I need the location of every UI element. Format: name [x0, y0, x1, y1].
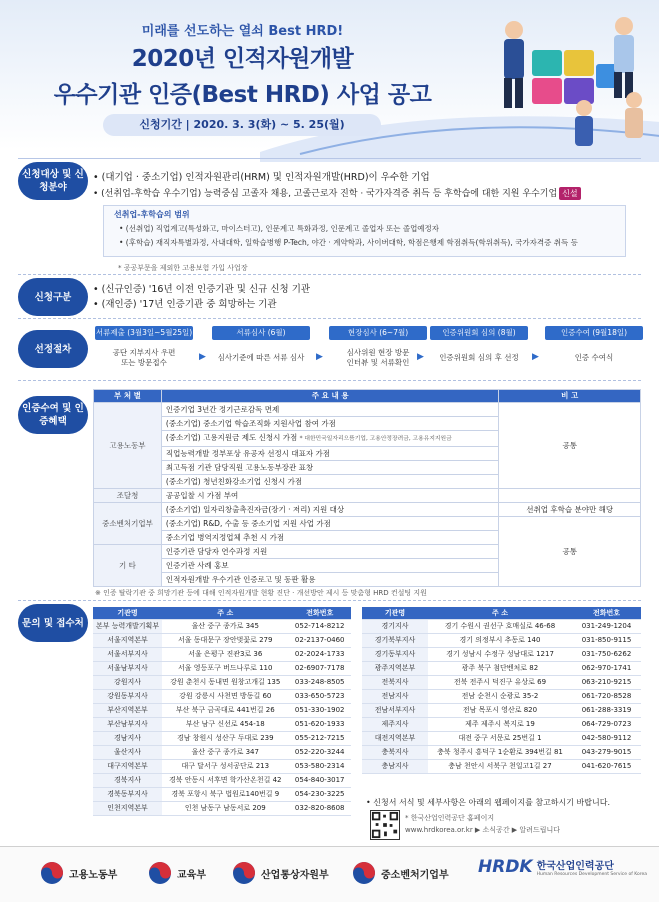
benefit-row: 인적자원개발 우수기관 인증로고 및 동판 활용 — [161, 573, 499, 587]
contact-office: 전남서부지사 — [362, 704, 428, 718]
contact-office: 부산지역본부 — [93, 704, 162, 718]
contact-office: 제주지사 — [362, 718, 428, 732]
contact-office: 본부 능력개발기획부 — [93, 620, 162, 634]
contact-row — [93, 774, 351, 788]
contact-row — [362, 690, 641, 704]
contact-row — [93, 690, 351, 704]
contact-row — [93, 788, 351, 802]
contact-address: 서울 은평구 진관3로 36 — [162, 648, 288, 662]
benefit-row: 공공입찰 시 가점 부여 — [161, 489, 499, 503]
contact-office: 전북지사 — [362, 676, 428, 690]
contact-row — [93, 760, 351, 774]
taegeuk-emblem-icon — [148, 861, 172, 885]
learning-scope-line2: • (후학습) 재직자특별과정, 사내대학, 일학습병행 P-Tech, 야간 · 계약학과, 사이버대학, 학점은행제 학점취득(학위취득), 국가자격증 취득 등 — [119, 238, 578, 247]
footer-org-logo: 고용노동부 — [40, 861, 117, 885]
section-procedure-label: 선정절차 — [18, 330, 88, 368]
footer-org-logo: 산업통상자원부 — [232, 861, 329, 885]
remark-cell: 공통 — [499, 517, 641, 587]
contact-row — [93, 732, 351, 746]
contact-row — [93, 676, 351, 690]
benefit-row: (중소기업) 청년친화강소기업 신청시 가점 — [161, 475, 499, 489]
contacts-table-left: 기관명 주 소 전화번호 본부 능력개발기획부 울산 중구 종가로 345 052-714-8212 서울지역본부 서울 동대문구 장안벚꽃로 279 02-2137-0460 서울서부지사 서울 은평구 진관3로 36 02-2024-1733 서울남부지사 서울 영등포구 버드나루로 110 02-6907-7178 강원지사 강원 춘천시 동내면 원창고개길 135 033-248-8505 강원동부지사 강원 강릉시 사천면 방동길 60 033-650-5723 부산지역본부 부산 북구 금곡대로 441번길 26 051-330-1902 부산남부지사 부산 남구 신선로 454-18 051-620-1933 경남지사 경남 창원시 성산구 두대로 239 055-212-7215 울산지사 울산 중구 종가로 347 052-220-3244 대구지역본부 대구 달서구 성서공단로 213 053-580-2314 경북지사 경북 안동시 서후면 학가산온천길 42 054-840-3017 경북동부지사 경북 포항시 북구 법원로140번길 9 054-230-3225 인천지역본부 인천 남동구 남동서로 209 032-820-8608 — [93, 607, 351, 816]
ministry-cell: 기 타 — [94, 545, 162, 587]
contact-office: 전남지사 — [362, 690, 428, 704]
contact-address: 강원 강릉시 사천면 방동길 60 — [162, 690, 288, 704]
contact-phone: 043-279-9015 — [572, 746, 641, 760]
contact-phone: 031-850-9115 — [572, 634, 641, 648]
contact-row — [362, 704, 641, 718]
contact-address: 울산 중구 종가로 347 — [162, 746, 288, 760]
page-title-line2: 우수기관 인증(Best HRD) 사업 공고 — [53, 82, 432, 108]
contacts-note3[interactable]: www.hrdkorea.or.kr ▶ 소식공간 ▶ 알려드립니다 — [405, 826, 560, 834]
contact-address: 경남 창원시 성산구 두대로 239 — [162, 732, 288, 746]
ministry-cell: 조달청 — [94, 489, 162, 503]
contact-row — [362, 718, 641, 732]
contact-address: 전북 전주시 덕진구 유상로 69 — [428, 676, 572, 690]
contact-row — [93, 662, 351, 676]
remark-cell: 공통 — [499, 403, 641, 489]
contact-office: 인천지역본부 — [93, 802, 162, 816]
taegeuk-emblem-icon — [352, 861, 376, 885]
ministry-cell: 고용노동부 — [94, 403, 162, 489]
contact-phone: 031-750-6262 — [572, 648, 641, 662]
target-line2: • (선취업-후학습 우수기업) 능력중심 고졸자 채용, 고졸근로자 진학 · 국가자격증 취득 등 후학습에 대한 지원 우수기업 신설 — [93, 186, 581, 200]
benefit-footnote: ※ 인증 탈락기관 중 희망기관 등에 대해 인적자원개발 현황 진단 · 개선방안 제시 등 맞춤형 HRD 컨설팅 지원 — [95, 589, 427, 597]
contact-row — [93, 620, 351, 634]
contact-phone: 064-729-0723 — [572, 718, 641, 732]
section-divider — [18, 600, 641, 601]
footer-org-logo: 교육부 — [148, 861, 206, 885]
contact-address: 경북 포항시 북구 법원로140번길 9 — [162, 788, 288, 802]
contact-office: 경남지사 — [93, 732, 162, 746]
taegeuk-emblem-icon — [40, 861, 64, 885]
contact-office: 대구지역본부 — [93, 760, 162, 774]
contact-phone: 053-580-2314 — [288, 760, 351, 774]
ministry-cell: 중소벤처기업부 — [94, 503, 162, 545]
procedure-step: 서류심사 (6월) 심사기준에 따른 서류 심사 — [212, 326, 310, 374]
contact-phone: 033-248-8505 — [288, 676, 351, 690]
contact-office: 서울서부지사 — [93, 648, 162, 662]
contact-row — [362, 648, 641, 662]
benefit-row: 인증기업 3년간 정기근로감독 면제 — [161, 403, 499, 417]
contact-office: 경기북부지사 — [362, 634, 428, 648]
benefit-row: 인증기관 담당자 연수과정 지원 — [161, 545, 499, 559]
benefit-row: (중소기업) 일자리창출촉진자금(장기 · 저리) 지원 대상 — [161, 503, 499, 517]
arrow-right-icon: ▶ — [316, 352, 323, 362]
arrow-right-icon: ▶ — [417, 352, 424, 362]
procedure-step: 인증위원회 심의 (8월) 인증위원회 심의 후 선정 — [430, 326, 528, 374]
contact-phone: 02-6907-7178 — [288, 662, 351, 676]
target-note: * 공공부문을 제외한 고용보험 가입 사업장 — [118, 264, 248, 272]
contact-address: 서울 동대문구 장안벚꽃로 279 — [162, 634, 288, 648]
contact-row — [362, 662, 641, 676]
contact-address: 인천 남동구 남동서로 209 — [162, 802, 288, 816]
contact-address: 경북 안동시 서후면 학가산온천길 42 — [162, 774, 288, 788]
contact-office: 강원동부지사 — [93, 690, 162, 704]
contact-address: 경기 수원시 권선구 호매실로 46-68 — [428, 620, 572, 634]
target-line1: • (대기업 · 중소기업) 인적자원관리(HRM) 및 인적자원개발(HRD)이 우수한 기업 — [93, 172, 430, 183]
contact-office: 강원지사 — [93, 676, 162, 690]
contact-row — [362, 634, 641, 648]
contact-address: 전남 목포시 영산로 820 — [428, 704, 572, 718]
contact-address: 경기 의정부시 추동로 140 — [428, 634, 572, 648]
contact-office: 부산남부지사 — [93, 718, 162, 732]
contact-office: 경북지사 — [93, 774, 162, 788]
benefit-row: (중소기업) 고용지원금 제도 신청시 가점 * 대한민국일자리으뜸기업, 고용안정장려금, 고용유지지원금 — [161, 431, 499, 447]
section-target-label: 신청대상 및 신청분야 — [18, 162, 88, 200]
section-divider — [18, 380, 641, 381]
benefit-row: (중소기업) R&D, 수출 등 중소기업 지원 사업 가점 — [161, 517, 499, 531]
contacts-note2: * 한국산업인력공단 홈페이지 — [405, 814, 495, 822]
contact-address: 부산 북구 금곡대로 441번길 26 — [162, 704, 288, 718]
contact-office: 경북동부지사 — [93, 788, 162, 802]
contact-office: 울산지사 — [93, 746, 162, 760]
contact-phone: 02-2137-0460 — [288, 634, 351, 648]
contact-phone: 054-840-3017 — [288, 774, 351, 788]
learning-scope-title: 선취업-후학습의 범위 — [114, 210, 190, 219]
contact-office: 서울지역본부 — [93, 634, 162, 648]
qr-code-icon[interactable] — [370, 810, 400, 840]
category-line1: • (신규인증) '16년 이전 인증기관 및 신규 신청 기관 — [93, 284, 311, 295]
puzzle-people-illustration — [484, 8, 652, 156]
contact-row — [362, 746, 641, 760]
contact-phone: 02-2024-1733 — [288, 648, 351, 662]
contact-phone: 051-330-1902 — [288, 704, 351, 718]
section-divider — [18, 318, 641, 319]
contact-row — [362, 620, 641, 634]
contact-address: 강원 춘천시 동내면 원창고개길 135 — [162, 676, 288, 690]
contact-office: 서울남부지사 — [93, 662, 162, 676]
benefit-row: 중소기업 병역지정업체 추천 시 가점 — [161, 531, 499, 545]
section-benefit-label: 인증수여 및 인증혜택 — [18, 396, 88, 434]
contact-phone: 032-820-8608 — [288, 802, 351, 816]
contacts-note1: • 신청서 서식 및 세부사항은 아래의 웹페이지를 참고하시기 바랍니다. — [366, 798, 610, 807]
contact-row — [93, 718, 351, 732]
contact-phone: 031-249-1204 — [572, 620, 641, 634]
contact-address: 전남 순천시 순광로 35-2 — [428, 690, 572, 704]
contact-phone: 061-720-8528 — [572, 690, 641, 704]
remark-cell: 선취업 후학습 분야만 해당 — [499, 503, 641, 517]
benefit-row: 직업능력개발 정부포상 유공자 선정시 대표자 가점 — [161, 447, 499, 461]
contact-address: 대구 달서구 성서공단로 213 — [162, 760, 288, 774]
footer — [0, 846, 659, 902]
contact-address: 제주 제주시 복지로 19 — [428, 718, 572, 732]
contact-address: 대전 중구 서문로 25번길 1 — [428, 732, 572, 746]
footer-org-logo: 중소벤처기업부 — [352, 861, 449, 885]
contact-office: 대전지역본부 — [362, 732, 428, 746]
contact-office: 경기동부지사 — [362, 648, 428, 662]
procedure-step: 서류제출 (3월3일~5월25일) 공단 지부지사 우편 또는 방문접수 — [95, 328, 193, 367]
section-category-label: 신청구분 — [18, 278, 88, 316]
contact-phone: 054-230-3225 — [288, 788, 351, 802]
benefit-table: 부 처 별 주 요 내 용 비 고 고용노동부 인증기업 3년간 정기근로감독 면제 공통 (중소기업) 중소기업 학습조직화 지원사업 참여 가점 (중소기업) 고용지원금 제도 신청시 가점 * 대한민국일자리으뜸기업, 고용안정장려금, 고용유지지원금 직업능력개발 정부포상 유공자 선정시 대표자 가점 최고득점 기관 담당직원 고용노동부장관 표창 (중소기업) 청년친화강소기업 신청시 가점 조달청 공공입찰 시 가점 부여 중소벤처기업부 (중소기업) 일자리창출촉진자금(장기 · 저리) 지원 대상 선취업 후학습 분야만 해당 (중소기업) R&D, 수출 등 중소기업 지원 사업 가점 공통 중소기업 병역지정업체 추천 시 가점 기 타 인증기관 담당자 연수과정 지원 인증기관 사례 홍보 인적자원개발 우수기관 인증로고 및 동판 활용 — [93, 389, 641, 587]
benefit-row: 최고득점 기관 담당직원 고용노동부장관 표창 — [161, 461, 499, 475]
contact-row — [93, 704, 351, 718]
contact-phone: 052-220-3244 — [288, 746, 351, 760]
application-period: 신청기간 | 2020. 3. 3(화) ~ 5. 25(월) — [103, 114, 381, 136]
contact-phone: 055-212-7215 — [288, 732, 351, 746]
hrdk-logo-icon: HRDK 한국산업인력공단 Human Resources Development Service of Korea — [478, 857, 647, 877]
contact-row — [362, 760, 641, 774]
contact-address: 경기 성남시 수정구 성남대로 1217 — [428, 648, 572, 662]
contact-row — [362, 732, 641, 746]
learning-scope-line1: • (선취업) 직업계고(특성화고, 마이스터고), 인문계고 특화과정, 인문계고 졸업자 또는 졸업예정자 — [119, 224, 440, 233]
contact-address: 충북 청주시 흥덕구 1순환로 394번길 81 — [428, 746, 572, 760]
learning-scope-box — [103, 205, 626, 257]
contact-office: 충북지사 — [362, 746, 428, 760]
contact-row — [93, 648, 351, 662]
section-contacts-label: 문의 및 접수처 — [18, 604, 88, 642]
contact-row — [93, 634, 351, 648]
contact-phone: 063-210-9215 — [572, 676, 641, 690]
benefit-row: (중소기업) 중소기업 학습조직화 지원사업 참여 가점 — [161, 417, 499, 431]
header-kicker: 미래를 선도하는 열쇠 Best HRD! — [141, 24, 344, 39]
category-line2: • (재인증) '17년 인증기관 중 희망하는 기관 — [93, 299, 277, 310]
contact-phone: 051-620-1933 — [288, 718, 351, 732]
contact-office: 충남지사 — [362, 760, 428, 774]
contact-address: 광주 북구 첨단벤처로 82 — [428, 662, 572, 676]
contact-address: 충남 천안시 서북구 천일고1길 27 — [428, 760, 572, 774]
contact-phone: 061-288-3319 — [572, 704, 641, 718]
procedure-step: 현장심사 (6~7월) 심사위원 현장 방문 인터뷰 및 서류확인 — [329, 326, 427, 374]
contact-row — [93, 746, 351, 760]
page-title-line1: 2020년 인적자원개발 — [131, 46, 354, 72]
section-divider — [18, 274, 641, 275]
contact-office: 경기지사 — [362, 620, 428, 634]
contact-phone: 033-650-5723 — [288, 690, 351, 704]
header-divider — [18, 158, 641, 159]
contact-office: 광주지역본부 — [362, 662, 428, 676]
taegeuk-emblem-icon — [232, 861, 256, 885]
contact-address: 울산 중구 종가로 345 — [162, 620, 288, 634]
benefit-row: 인증기관 사례 홍보 — [161, 559, 499, 573]
arrow-right-icon: ▶ — [532, 352, 539, 362]
contacts-table-right: 기관명 주 소 전화번호 경기지사 경기 수원시 권선구 호매실로 46-68 031-249-1204 경기북부지사 경기 의정부시 추동로 140 031-850-9115 경기동부지사 경기 성남시 수정구 성남대로 1217 031-750-6262 광주지역본부 광주 북구 첨단벤처로 82 062-970-1741 전북지사 전북 전주시 덕진구 유상로 69 063-210-9215 전남지사 전남 순천시 순광로 35-2 061-720-8528 전남서부지사 전남 목포시 영산로 820 061-288-3319 제주지사 제주 제주시 복지로 19 064-729-0723 대전지역본부 대전 중구 서문로 25번길 1 042-580-9112 충북지사 충북 청주시 흥덕구 1순환로 394번길 81 043-279-9015 충남지사 충남 천안시 서북구 천일고1길 27 041-620-7615 — [362, 607, 641, 774]
new-badge: 신설 — [559, 187, 580, 200]
contact-phone: 062-970-1741 — [572, 662, 641, 676]
arrow-right-icon: ▶ — [199, 352, 206, 362]
contact-phone: 041-620-7615 — [572, 760, 641, 774]
contact-address: 부산 남구 신선로 454-18 — [162, 718, 288, 732]
contact-phone: 042-580-9112 — [572, 732, 641, 746]
procedure-step: 인증수여 (9월18일) 인증 수여식 — [545, 326, 643, 374]
contact-phone: 052-714-8212 — [288, 620, 351, 634]
contact-address: 서울 영등포구 버드나루로 110 — [162, 662, 288, 676]
contact-row — [93, 802, 351, 816]
contact-row — [362, 676, 641, 690]
